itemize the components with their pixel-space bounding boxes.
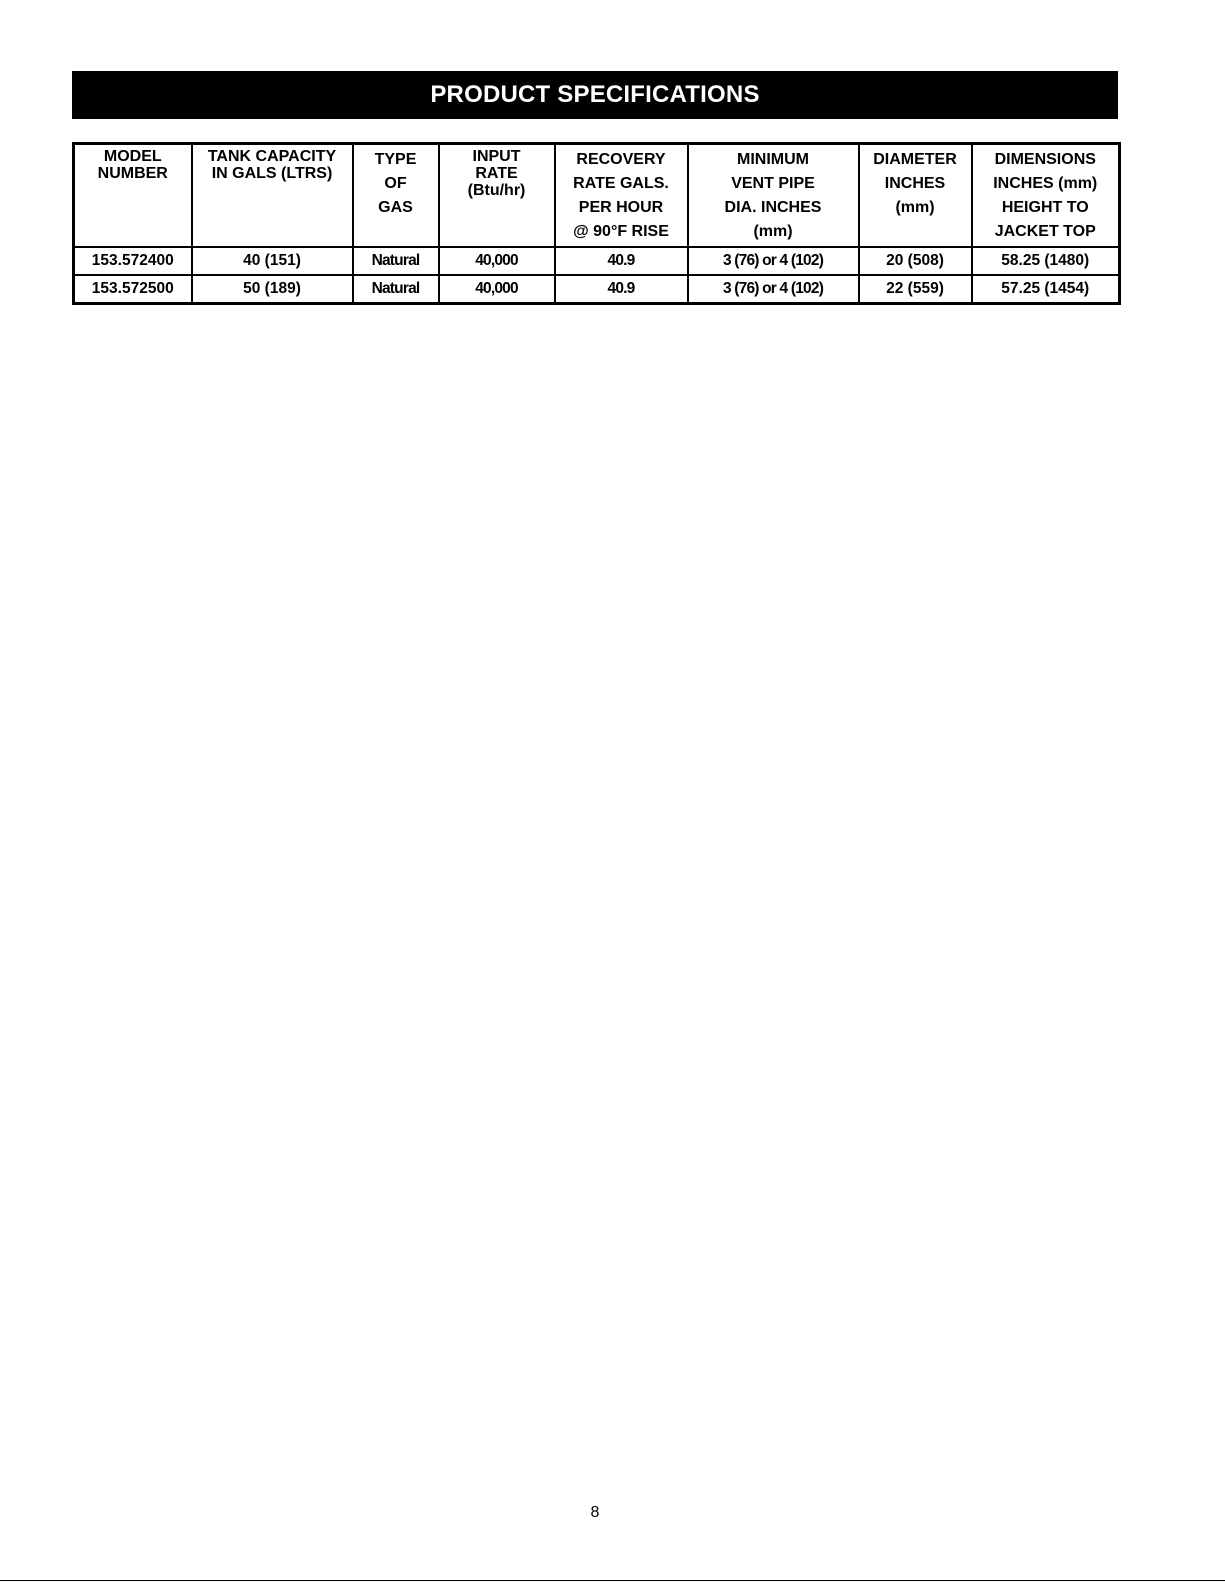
cell-vent-pipe: 3 (76) or 4 (102) — [688, 247, 859, 275]
cell-type-of-gas: Natural — [353, 247, 439, 275]
cell-tank-capacity: 40 (151) — [192, 247, 353, 275]
cell-diameter: 22 (559) — [859, 275, 972, 304]
header-input-rate: INPUT RATE (Btu/hr) — [439, 144, 555, 248]
header-diameter: DIAMETER INCHES (mm) — [859, 144, 972, 248]
cell-input-rate: 40,000 — [439, 247, 555, 275]
section-title-banner — [72, 71, 1118, 119]
table-header-row — [74, 144, 1120, 248]
header-type-of-gas: TYPE OF GAS — [353, 144, 439, 248]
header-recovery-rate: RECOVERY RATE GALS. PER HOUR @ 90°F RISE — [555, 144, 688, 248]
product-specifications-table — [72, 142, 1121, 305]
cell-type-of-gas: Natural — [353, 275, 439, 304]
section-title: PRODUCT SPECIFICATIONS — [430, 81, 760, 108]
cell-diameter: 20 (508) — [859, 247, 972, 275]
cell-vent-pipe: 3 (76) or 4 (102) — [688, 275, 859, 304]
cell-model-number: 153.572500 — [74, 275, 192, 304]
header-model-number: MODEL NUMBER — [74, 144, 192, 248]
header-tank-capacity: TANK CAPACITY IN GALS (LTRS) — [192, 144, 353, 248]
cell-recovery-rate: 40.9 — [555, 247, 688, 275]
cell-input-rate: 40,000 — [439, 275, 555, 304]
cell-model-number: 153.572400 — [74, 247, 192, 275]
cell-dimensions: 58.25 (1480) — [972, 247, 1120, 275]
header-minimum-vent-pipe: MINIMUM VENT PIPE DIA. INCHES (mm) — [688, 144, 859, 248]
cell-recovery-rate: 40.9 — [555, 275, 688, 304]
cell-tank-capacity: 50 (189) — [192, 275, 353, 304]
page-number: 8 — [590, 1504, 600, 1521]
header-dimensions: DIMENSIONS INCHES (mm) HEIGHT TO JACKET TOP — [972, 144, 1120, 248]
cell-dimensions: 57.25 (1454) — [972, 275, 1120, 304]
page-bottom-rule — [0, 1580, 1225, 1581]
table-row — [74, 247, 1120, 275]
table-row — [74, 275, 1120, 304]
